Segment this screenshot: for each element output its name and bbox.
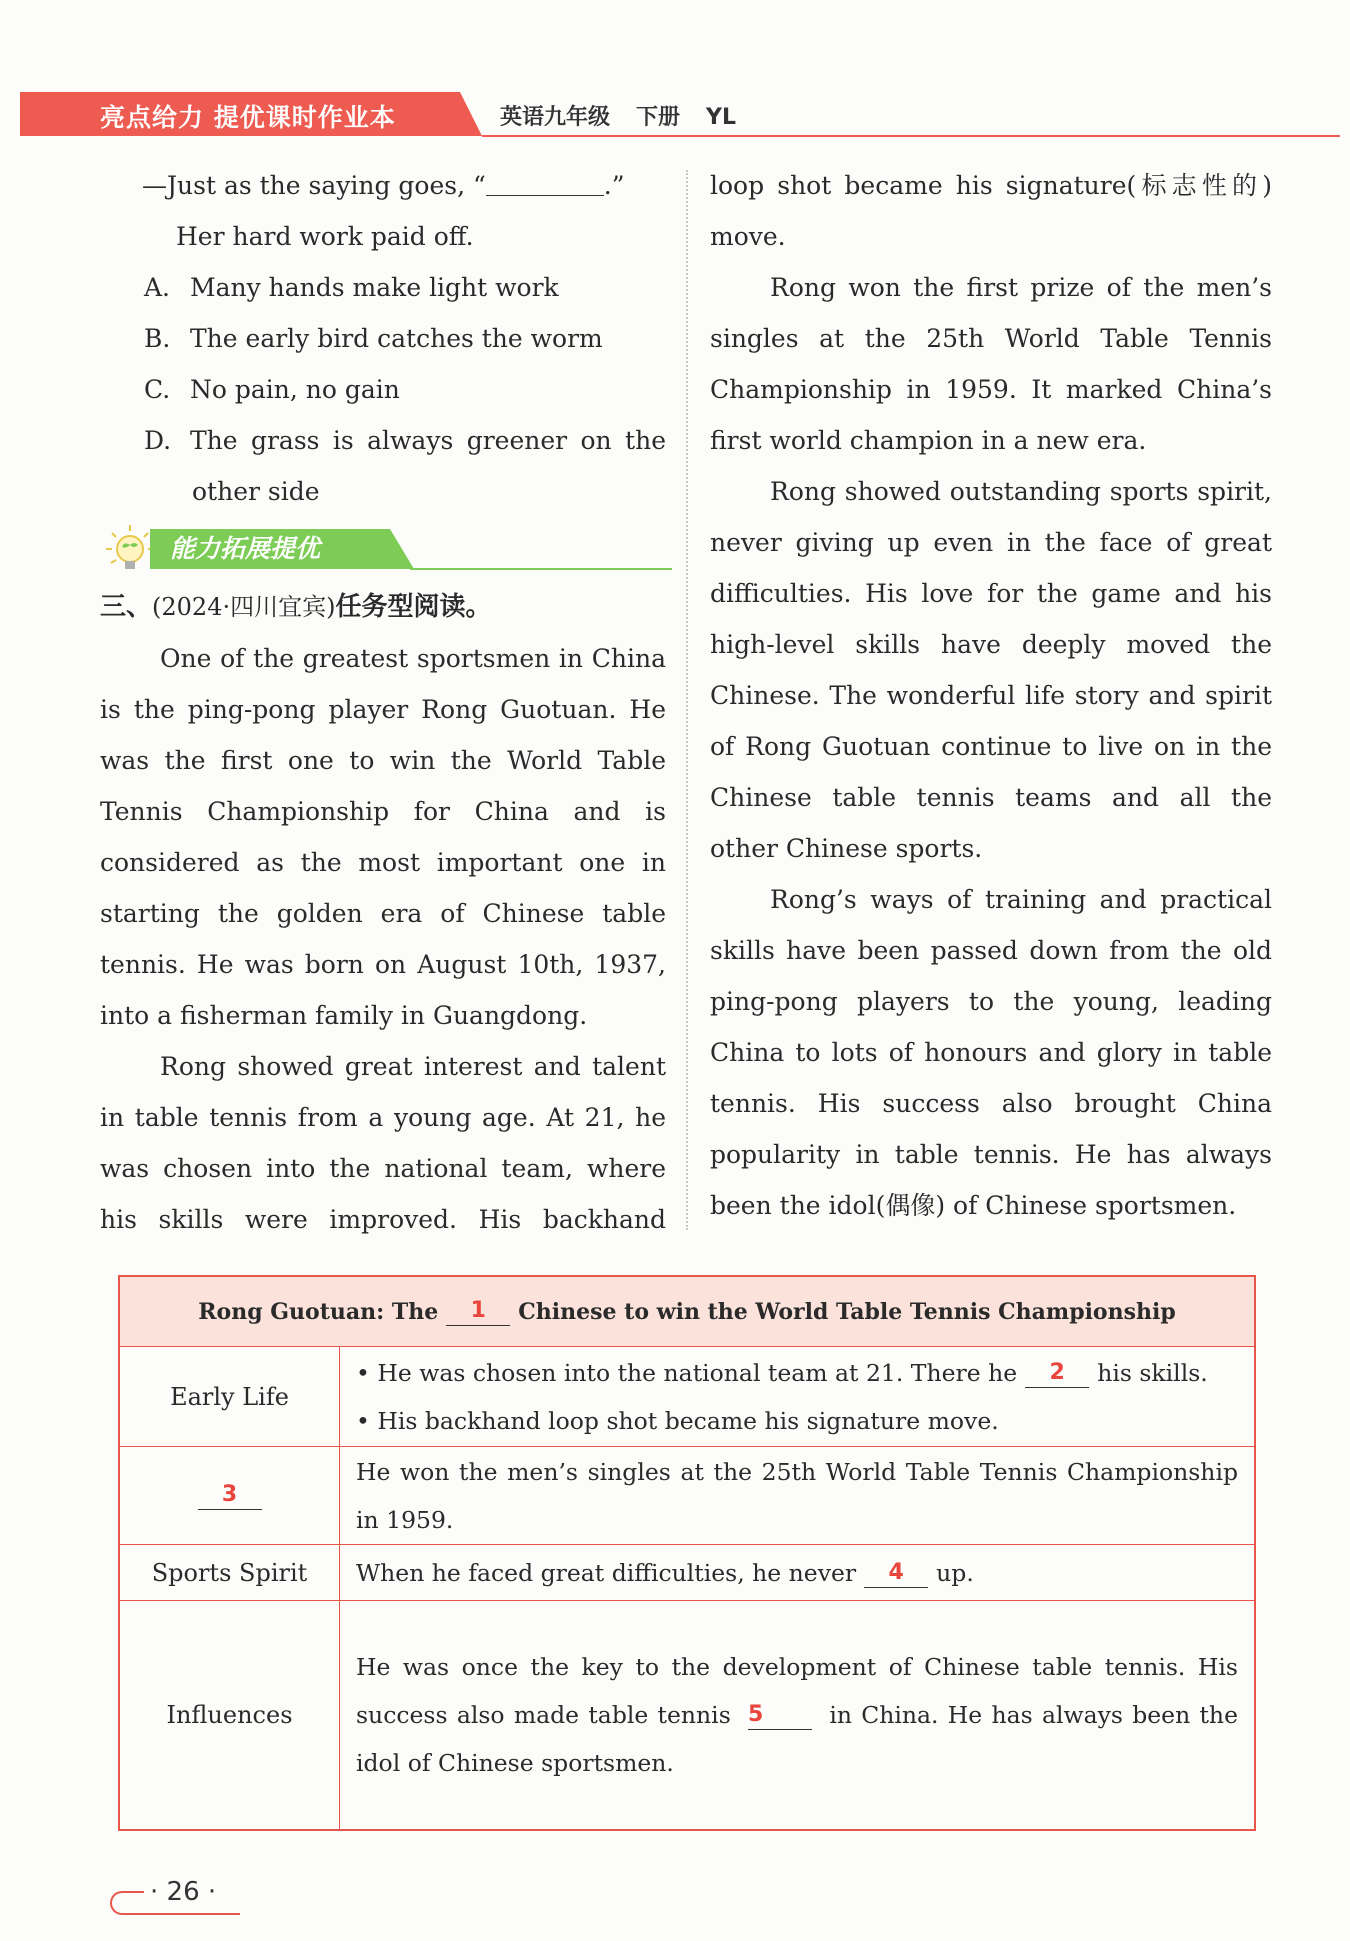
option-b[interactable] — [100, 313, 666, 364]
content-line: in 1959. — [356, 1505, 454, 1534]
passage-paragraph-2-continued: loop shot became his signature(标志性的) move. — [710, 171, 1272, 251]
task-type: 任务型阅读。 — [335, 592, 492, 622]
content-text: When he faced great difficulties, he never — [356, 1558, 857, 1587]
content-line: He won the men’s singles at the 25th World Table Tennis Championship — [356, 1457, 1238, 1486]
blank-2[interactable]: 2 — [1025, 1359, 1089, 1388]
task-number: 三、 — [100, 592, 153, 622]
content-text: • He was chosen into the national team at 21. There he — [356, 1358, 1018, 1387]
dialog-text: —Just as the saying goes, “ — [142, 171, 486, 200]
series-title: 亮点给力 提优课时作业本 — [100, 103, 396, 132]
task-source: (2024·四川宜宾) — [152, 593, 336, 621]
option-letter: D. — [144, 426, 172, 455]
option-d[interactable] — [100, 415, 666, 466]
table-row-3 — [120, 1447, 1254, 1545]
option-letter: C. — [144, 375, 171, 404]
banner-rule — [410, 568, 672, 570]
blank-5[interactable]: 5 — [748, 1701, 812, 1730]
passage-paragraph-1: One of the greatest sportsmen in China is the ping-pong player Rong Guotuan. He was the first one to win the World Table Tennis Championship for China and is considered as the most important one in starting the golden era of Chinese table tennis. He was born on August 10th, 1937, into a fisherman family in Guangdong. — [100, 644, 666, 1030]
passage-paragraph-4: Rong showed outstanding sports spirit, never giving up even in the face of great difficulties. His love for the game and his high-level skills have deeply moved the Chinese. The wonderful life story and spirit of Rong Guotuan continue to live on in the Chinese table tennis teams and all the other Chinese sports. — [710, 477, 1272, 863]
volume-label: 下册 — [636, 105, 681, 130]
content-text: his skills. — [1097, 1358, 1208, 1387]
content-line — [356, 1691, 1238, 1739]
option-text: The grass is always greener on the — [190, 426, 666, 455]
option-text: Many hands make light work — [190, 273, 559, 302]
dialog-text-end: .” — [603, 171, 625, 200]
row-content — [356, 1601, 1238, 1829]
table-row-influences — [120, 1601, 1254, 1829]
option-a[interactable] — [100, 262, 666, 313]
table-row-early-life — [120, 1347, 1254, 1447]
edition-label: YL — [706, 105, 736, 130]
row-content — [356, 1545, 1238, 1600]
banner-title: 能力拓展提优 — [170, 534, 321, 563]
page-number-rule — [140, 1913, 240, 1915]
page-number-area — [110, 1877, 240, 1917]
content-line — [356, 1349, 1238, 1397]
row-label: Sports Spirit — [120, 1545, 340, 1600]
option-letter: B. — [144, 324, 171, 353]
content-line: He was once the key to the development of Chinese table tennis. His — [356, 1653, 1238, 1681]
answer-blank[interactable] — [486, 170, 604, 196]
right-column — [710, 160, 1272, 1231]
column-divider — [686, 170, 688, 1230]
page-header — [20, 92, 1340, 136]
summary-table — [118, 1275, 1256, 1831]
content-text: in China. He has always been the — [829, 1701, 1238, 1729]
blank-4[interactable]: 4 — [864, 1559, 928, 1588]
dialog-line-1 — [100, 160, 666, 211]
content-text: success also made table tennis — [356, 1701, 731, 1729]
header-rule — [482, 135, 1340, 137]
content-text: up. — [936, 1558, 974, 1587]
page-number-decoration — [110, 1891, 144, 1915]
row-content — [356, 1347, 1238, 1446]
passage-paragraph-3: Rong won the first prize of the men’s singles at the 25th World Table Tennis Championship in 1959. It marked China’s first world champion in a new era. — [710, 273, 1272, 455]
header-info — [500, 100, 762, 131]
row-label: Early Life — [120, 1347, 340, 1446]
blank-3[interactable]: 3 — [198, 1481, 262, 1510]
table-title-end: Chinese to win the World Table Tennis Championship — [518, 1298, 1176, 1325]
page-number: · 26 · — [150, 1877, 217, 1907]
content-line — [356, 1549, 1238, 1597]
subject-label: 英语九年级 — [500, 105, 611, 130]
passage-paragraph-5: Rong’s ways of training and practical skills have been passed down from the old ping-pong players to the young, leading China to lots of honours and glory in table tennis. His success also brought China popularity in table tennis. He has always been the idol(偶像) of Chinese sportsmen. — [710, 885, 1272, 1220]
task-heading — [100, 581, 666, 633]
lightbulb-icon — [104, 523, 156, 575]
dialog-line-2: Her hard work paid off. — [176, 222, 474, 251]
left-column — [100, 160, 666, 1245]
passage-paragraph-2: Rong showed great interest and talent in table tennis from a young age. At 21, he was chosen into the national team, where his skills were improved. His backhand — [100, 1052, 666, 1234]
option-letter: A. — [144, 273, 171, 302]
table-header — [120, 1277, 1254, 1347]
content-line: • His backhand loop shot became his signature move. — [356, 1406, 999, 1435]
content-line: idol of Chinese sportsmen. — [356, 1749, 674, 1777]
option-text: The early bird catches the worm — [190, 324, 603, 353]
blank-1[interactable]: 1 — [446, 1297, 510, 1326]
row-content — [356, 1447, 1238, 1544]
section-banner — [100, 523, 666, 573]
row-label — [120, 1447, 340, 1544]
option-c[interactable] — [100, 364, 666, 415]
table-title-start: Rong Guotuan: The — [198, 1298, 439, 1325]
option-d-continued: other side — [192, 477, 320, 506]
option-text: No pain, no gain — [190, 375, 400, 404]
row-label: Influences — [120, 1601, 340, 1829]
table-row-sports-spirit — [120, 1545, 1254, 1601]
